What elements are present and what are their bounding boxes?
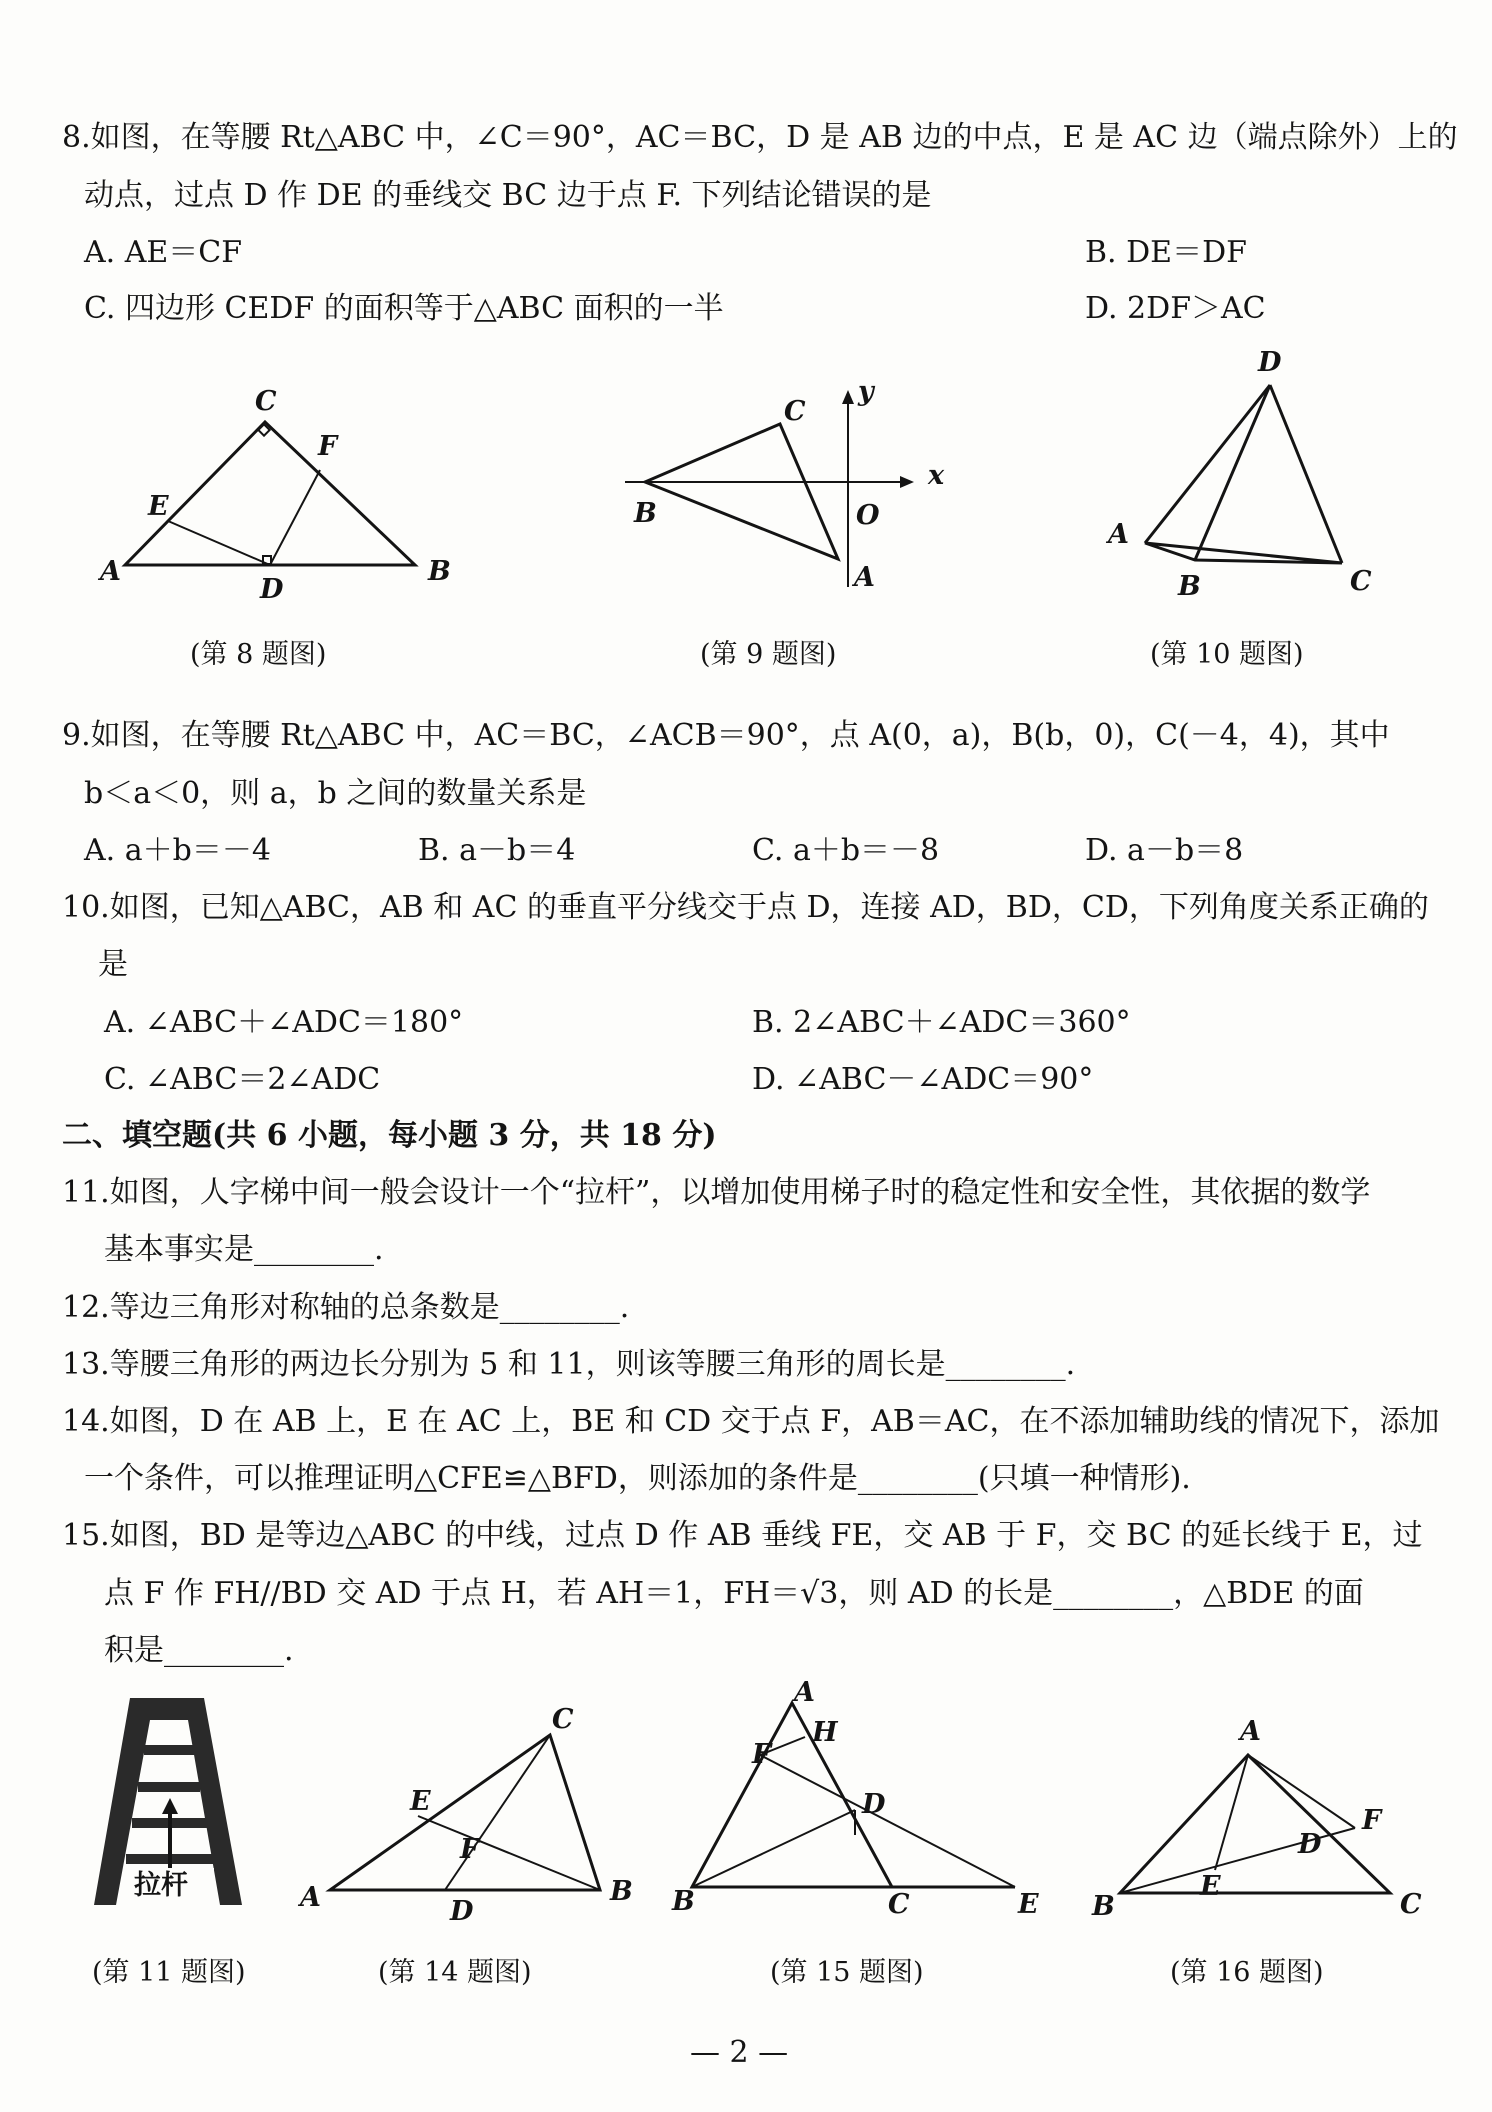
figure-14-diagram (290, 1700, 640, 1927)
figure-14 (290, 1700, 640, 1927)
fig15-label-e: E (1018, 1889, 1039, 1920)
q14-line1: 14.如图，D 在 AB 上，E 在 AC 上，BE 和 CD 交于点 F，AB＝AC，在不添加辅助线的情况下，添加 (62, 1404, 1440, 1439)
q8-option-c: C. 四边形 CEDF 的面积等于△ABC 面积的一半 (84, 291, 724, 326)
fig15-label-b: B (672, 1886, 695, 1917)
figure-9 (610, 372, 950, 602)
figure-10-caption: (第 10 题图) (1150, 639, 1304, 670)
fig9-label-x: x (928, 460, 945, 491)
figure-8 (100, 380, 460, 610)
q9-line2: b＜a＜0，则 a，b 之间的数量关系是 (84, 776, 587, 811)
fig14-label-c: C (552, 1704, 574, 1735)
fig15-label-d: D (862, 1789, 886, 1820)
q12-text: 12.等边三角形对称轴的总条数是________. (62, 1290, 630, 1325)
fig14-label-a: A (300, 1882, 321, 1913)
fig8-label-c: C (255, 386, 277, 417)
figure-10 (1100, 345, 1400, 605)
fig15-label-a: A (794, 1677, 815, 1708)
fig14-label-d: D (450, 1896, 474, 1927)
figure-16 (1090, 1715, 1435, 1920)
q9-option-a: A. a＋b＝－4 (84, 833, 271, 868)
figure-16-caption: (第 16 题图) (1170, 1957, 1324, 1988)
fig14-label-f: F (460, 1834, 480, 1865)
fig8-label-e: E (148, 491, 169, 522)
fig9-label-a: A (854, 562, 875, 593)
fig16-label-d: D (1298, 1829, 1322, 1860)
fig9-label-b: B (634, 498, 657, 529)
fig16-label-c: C (1400, 1889, 1422, 1920)
q10-option-a: A. ∠ABC＋∠ADC＝180° (104, 1005, 464, 1040)
fig15-label-h: H (812, 1717, 838, 1748)
q8-line2: 动点，过点 D 作 DE 的垂线交 BC 边于点 F. 下列结论错误的是 (84, 178, 932, 213)
q13-text: 13.等腰三角形的两边长分别为 5 和 11，则该等腰三角形的周长是________. (62, 1347, 1076, 1382)
figure-10-diagram (1100, 345, 1400, 605)
q14-line2: 一个条件，可以推理证明△CFE≌△BFD，则添加的条件是________(只填一种情形). (84, 1461, 1191, 1496)
q10-option-b: B. 2∠ABC＋∠ADC＝360° (752, 1005, 1131, 1040)
section-2-heading: 二、填空题(共 6 小题，每小题 3 分，共 18 分) (62, 1118, 717, 1153)
figure-8-diagram (100, 380, 460, 610)
figure-15-diagram (670, 1677, 1050, 1920)
page-number: — 2 — (690, 2035, 789, 2070)
q15-line3: 积是________. (104, 1633, 294, 1668)
fig8-label-a: A (100, 556, 121, 587)
q9-option-d: D. a－b＝8 (1085, 833, 1244, 868)
q15-line1: 15.如图，BD 是等边△ABC 的中线，过点 D 作 AB 垂线 FE，交 AB 于 F，交 BC 的延长线于 E，过 (62, 1518, 1423, 1553)
q10-line2: 是 (98, 947, 128, 982)
q10-line1: 10.如图，已知△ABC，AB 和 AC 的垂直平分线交于点 D，连接 AD，BD，CD，下列角度关系正确的 (62, 890, 1429, 925)
fig16-label-e: E (1200, 1871, 1221, 1902)
fig15-label-f: F (752, 1739, 772, 1770)
fig9-label-y: y (858, 376, 874, 407)
fig8-label-b: B (428, 556, 451, 587)
figure-14-caption: (第 14 题图) (378, 1957, 532, 1988)
fig14-label-e: E (410, 1786, 431, 1817)
fig9-label-c: C (784, 396, 806, 427)
fig10-label-a: A (1108, 519, 1129, 550)
fig10-label-c: C (1350, 566, 1372, 597)
ladder-illustration (92, 1690, 252, 1920)
figure-9-diagram (610, 372, 950, 602)
q9-line1: 9.如图，在等腰 Rt△ABC 中，AC＝BC，∠ACB＝90°，点 A(0，a)，B(b，0)，C(－4，4)，其中 (62, 718, 1390, 753)
fig8-label-d: D (260, 574, 284, 605)
q8-option-b: B. DE＝DF (1085, 235, 1247, 270)
fig16-label-a: A (1240, 1716, 1261, 1747)
q8-option-a: A. AE＝CF (84, 235, 243, 270)
q15-line2: 点 F 作 FH//BD 交 AD 于点 H，若 AH＝1，FH＝√3，则 AD 的长是________，△BDE 的面 (104, 1576, 1364, 1611)
fig14-label-b: B (610, 1876, 633, 1907)
q11-line1: 11.如图，人字梯中间一般会设计一个“拉杆”，以增加使用梯子时的稳定性和安全性，其依据的数学 (62, 1175, 1371, 1210)
q10-option-d: D. ∠ABC－∠ADC＝90° (752, 1062, 1094, 1097)
q8-line1: 8.如图，在等腰 Rt△ABC 中，∠C＝90°，AC＝BC，D 是 AB 边的中点，E 是 AC 边（端点除外）上的 (62, 120, 1458, 155)
q11-line2: 基本事实是________. (104, 1232, 384, 1267)
q10-option-c: C. ∠ABC＝2∠ADC (104, 1062, 381, 1097)
fig8-label-f: F (318, 431, 338, 462)
figure-16-diagram (1090, 1715, 1435, 1920)
figure-15 (670, 1677, 1050, 1920)
fig10-label-b: B (1178, 571, 1201, 602)
fig9-label-o: O (856, 500, 880, 531)
fig10-label-d: D (1258, 347, 1282, 378)
figure-8-caption: (第 8 题图) (190, 639, 327, 670)
figure-15-caption: (第 15 题图) (770, 1957, 924, 1988)
fig16-label-f: F (1362, 1805, 1382, 1836)
q8-option-d: D. 2DF＞AC (1085, 291, 1266, 326)
ladder-label: 拉杆 (134, 1870, 188, 1901)
q9-option-b: B. a－b＝4 (418, 833, 576, 868)
figure-9-caption: (第 9 题图) (700, 639, 837, 670)
figure-11 (92, 1690, 252, 1920)
figure-11-caption: (第 11 题图) (92, 1957, 246, 1988)
q9-option-c: C. a＋b＝－8 (752, 833, 940, 868)
fig15-label-c: C (888, 1889, 910, 1920)
fig16-label-b: B (1092, 1891, 1115, 1922)
